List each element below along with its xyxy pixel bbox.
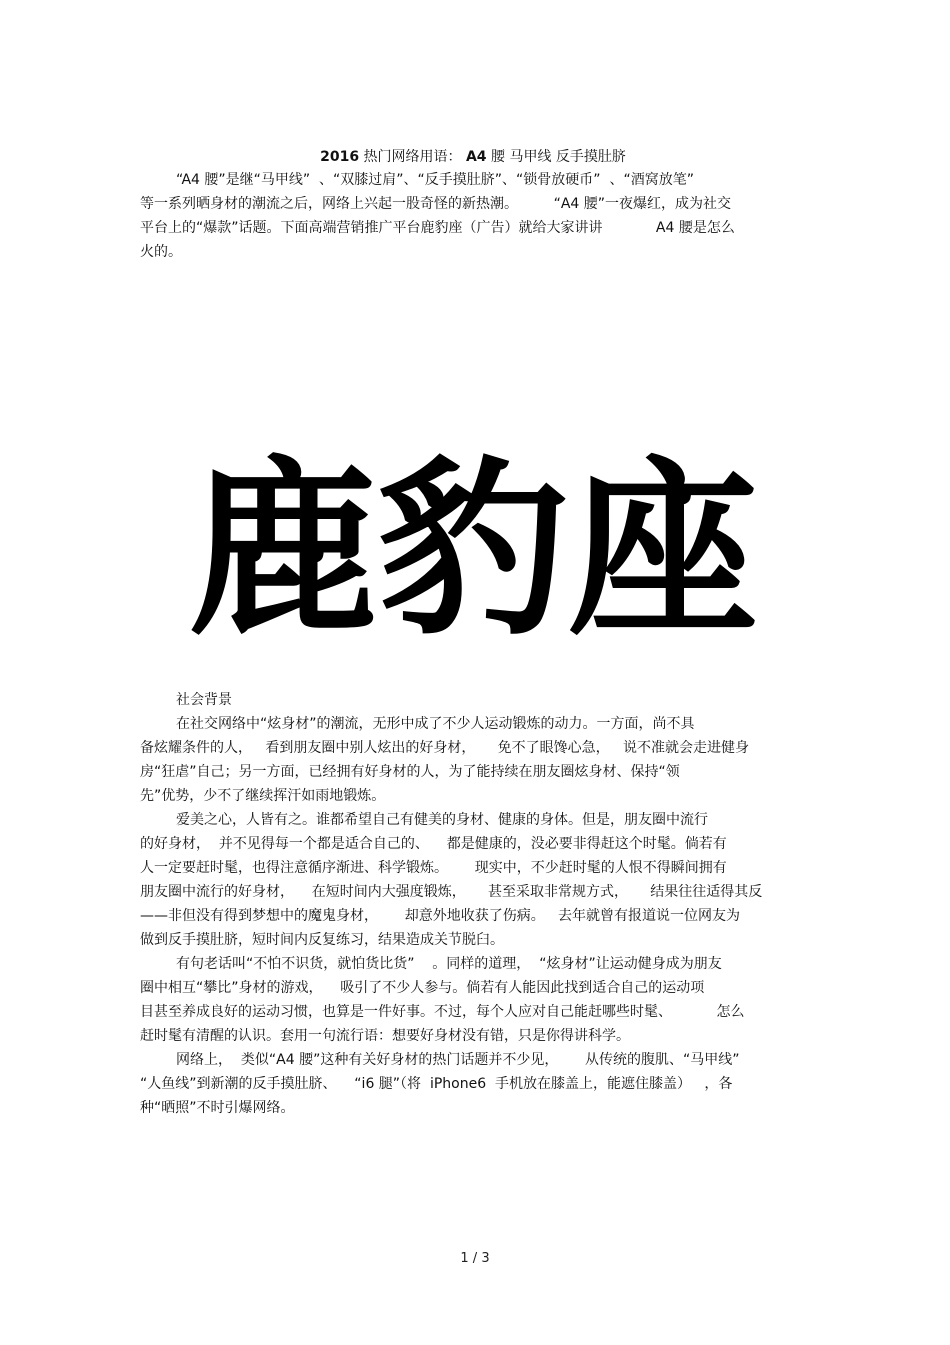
title-year: 2016 bbox=[320, 149, 360, 165]
body-line: 的好身材， 并不见得每一个都是适合自己的、 都是健康的，没必要非得赶这个时髦。倘若有 bbox=[140, 836, 727, 852]
body-text bbox=[140, 688, 806, 1120]
body-line: 朋友圈中流行的好身材， 在短时间内大强度锻炼， 甚至采取非常规方式， 结果往往适得其反 bbox=[140, 884, 763, 900]
page-number: 1 / 3 bbox=[460, 1251, 490, 1266]
intro-line: “A4 腰”是继“马甲线” 、“双膝过肩”、“反手摸肚脐”、“锁骨放硬币” 、“酒窝放笔” bbox=[176, 172, 694, 188]
body-line: “人鱼线”到新潮的反手摸肚脐、 “i6 腿”（将 iPhone6 手机放在膝盖上，能遮住膝盖） ，各 bbox=[140, 1076, 733, 1092]
body-line: 在社交网络中“炫身材”的潮流，无形中成了不少人运动锻炼的动力。一方面，尚不具 bbox=[176, 716, 695, 732]
title-a4: A4 bbox=[465, 149, 487, 165]
body-line: 目甚至养成良好的运动习惯，也算是一件好事。不过，每个人应对自己能赶哪些时髦、 怎么 bbox=[140, 1004, 745, 1020]
body-line: 有句老话叫“不怕不识货，就怕货比货” 。同样的道理， “炫身材”让运动健身成为朋友 bbox=[176, 956, 722, 972]
body-line: 房“狂虐”自己；另一方面，已经拥有好身材的人，为了能持续在朋友圈炫身材、保持“领 bbox=[140, 764, 680, 780]
brand-logo-image bbox=[183, 286, 763, 672]
document-title bbox=[140, 147, 806, 167]
body-line: 做到反手摸肚脐，短时间内反复练习，结果造成关节脱臼。 bbox=[140, 932, 504, 948]
logo-lettering: 鹿豹座 bbox=[188, 440, 758, 661]
body-line: 网络上， 类似“A4 腰”这种有关好身材的热门话题并不少见， 从传统的腹肌、“马甲线” bbox=[176, 1052, 740, 1068]
body-line: 爱美之心，人皆有之。谁都希望自己有健美的身材、健康的身体。但是，朋友圈中流行 bbox=[176, 812, 708, 828]
body-line: 先”优势，少不了继续挥汗如雨地锻炼。 bbox=[140, 788, 386, 804]
body-line: ——非但没有得到梦想中的魔鬼身材， 却意外地收获了伤病。 去年就曾有报道说一位网友为 bbox=[140, 908, 741, 924]
title-prefix: 热门网络用语： bbox=[359, 149, 466, 165]
body-line: 赶时髦有清醒的认识。套用一句流行语：想要好身材没有错，只是你得讲科学。 bbox=[140, 1028, 630, 1044]
title-rest: 腰 马甲线 反手摸肚脐 bbox=[486, 149, 626, 165]
intro-line: 等一系列晒身材的潮流之后，网络上兴起一股奇怪的新热潮。 “A4 腰”一夜爆红，成为社交 bbox=[140, 196, 732, 212]
body-line: 人一定要赶时髦，也得注意循序渐进、科学锻炼。 现实中，不少赶时髦的人恨不得瞬间拥有 bbox=[140, 860, 727, 876]
body-line: 圈中相互“攀比”身材的游戏， 吸引了不少人参与。倘若有人能因此找到适合自己的运动项 bbox=[140, 980, 705, 996]
section-heading: 社会背景 bbox=[176, 692, 232, 708]
intro-line: 火的。 bbox=[140, 244, 182, 260]
body-line: 种“晒照”不时引爆网络。 bbox=[140, 1100, 295, 1116]
body-line: 备炫耀条件的人， 看到朋友圈中别人炫出的好身材， 免不了眼馋心急， 说不准就会走进健身 bbox=[140, 740, 749, 756]
intro-line: 平台上的“爆款”话题。下面高端营销推广平台鹿豹座（广告）就给大家讲讲 A4 腰是怎么 bbox=[140, 220, 735, 236]
intro-paragraph bbox=[140, 168, 806, 264]
